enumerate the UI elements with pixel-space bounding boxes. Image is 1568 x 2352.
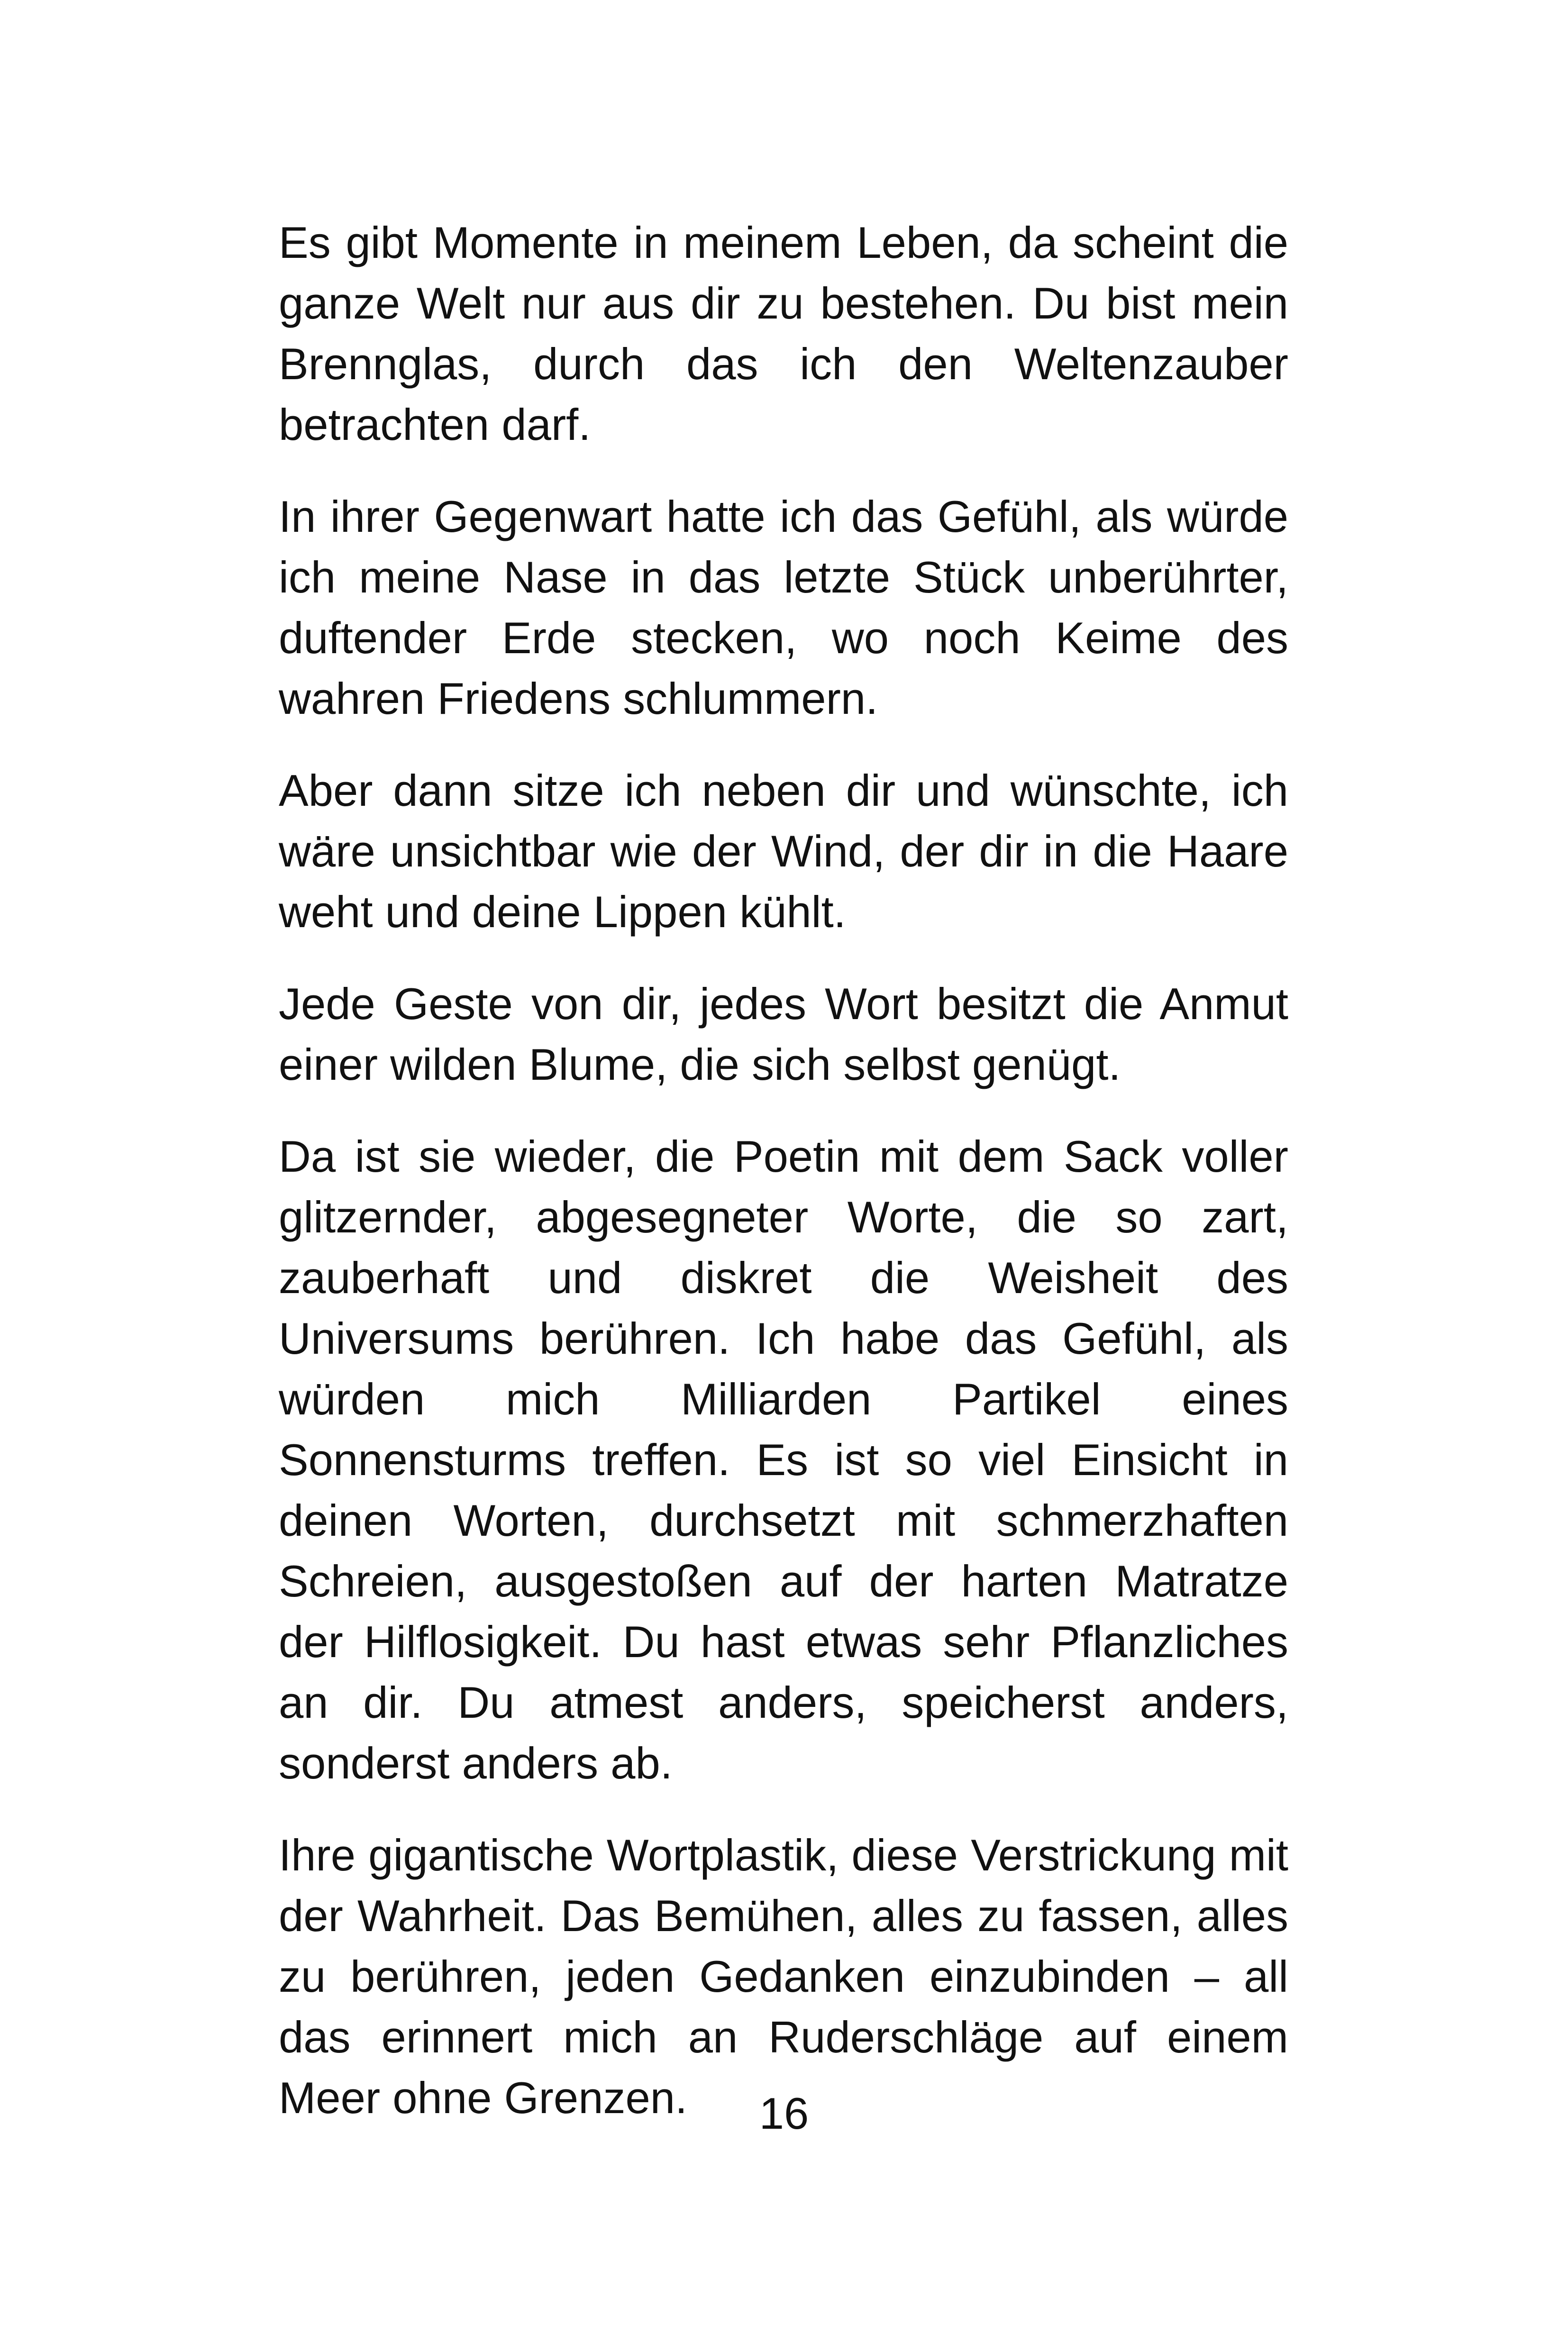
paragraph-1: Es gibt Momente in meinem Leben, da scheint die ganze Welt nur aus dir zu bestehen. Du bist mein Brennglas, durch das ich den Weltenzauber betrachten darf. (279, 218, 1288, 449)
body-text (279, 212, 1288, 2160)
paragraph-5: Da ist sie wieder, die Poetin mit dem Sack voller glitzernder, abgesegneter Worte, die so zart, zauberhaft und diskret die Weisheit des Universums berühren. Ich habe das Gefühl, als würden mich Milliarden Partikel eines Sonnensturms treffen. Es ist so viel Einsicht in deinen Worten, durchsetzt mit schmerzhaften Schreien, ausgestoßen auf der harten Matratze der Hilflosigkeit. Du hast etwas sehr Pflanzliches an dir. Du atmest anders, speicherst anders, sonderst anders ab. (279, 1131, 1288, 1788)
paragraph-2: In ihrer Gegenwart hatte ich das Gefühl, als würde ich meine Nase in das letzte Stück unberührter, duftender Erde stecken, wo noch Keime des wahren Friedens schlummern. (279, 492, 1288, 723)
paragraph-3: Aber dann sitze ich neben dir und wünschte, ich wäre unsichtbar wie der Wind, der dir in die Haare weht und deine Lippen kühlt. (279, 766, 1288, 937)
paragraph-6: Ihre gigantische Wortplastik, diese Verstrickung mit der Wahrheit. Das Bemühen, alles zu fassen, alles zu berühren, jeden Gedanken einzubinden – all das erinnert mich an Ruderschläge auf einem Meer ohne Grenzen. (279, 1830, 1288, 2123)
page-number: 16 (759, 2088, 809, 2138)
paragraph-4: Jede Geste von dir, jedes Wort besitzt die Anmut einer wilden Blume, die sich selbst genügt. (279, 979, 1288, 1089)
